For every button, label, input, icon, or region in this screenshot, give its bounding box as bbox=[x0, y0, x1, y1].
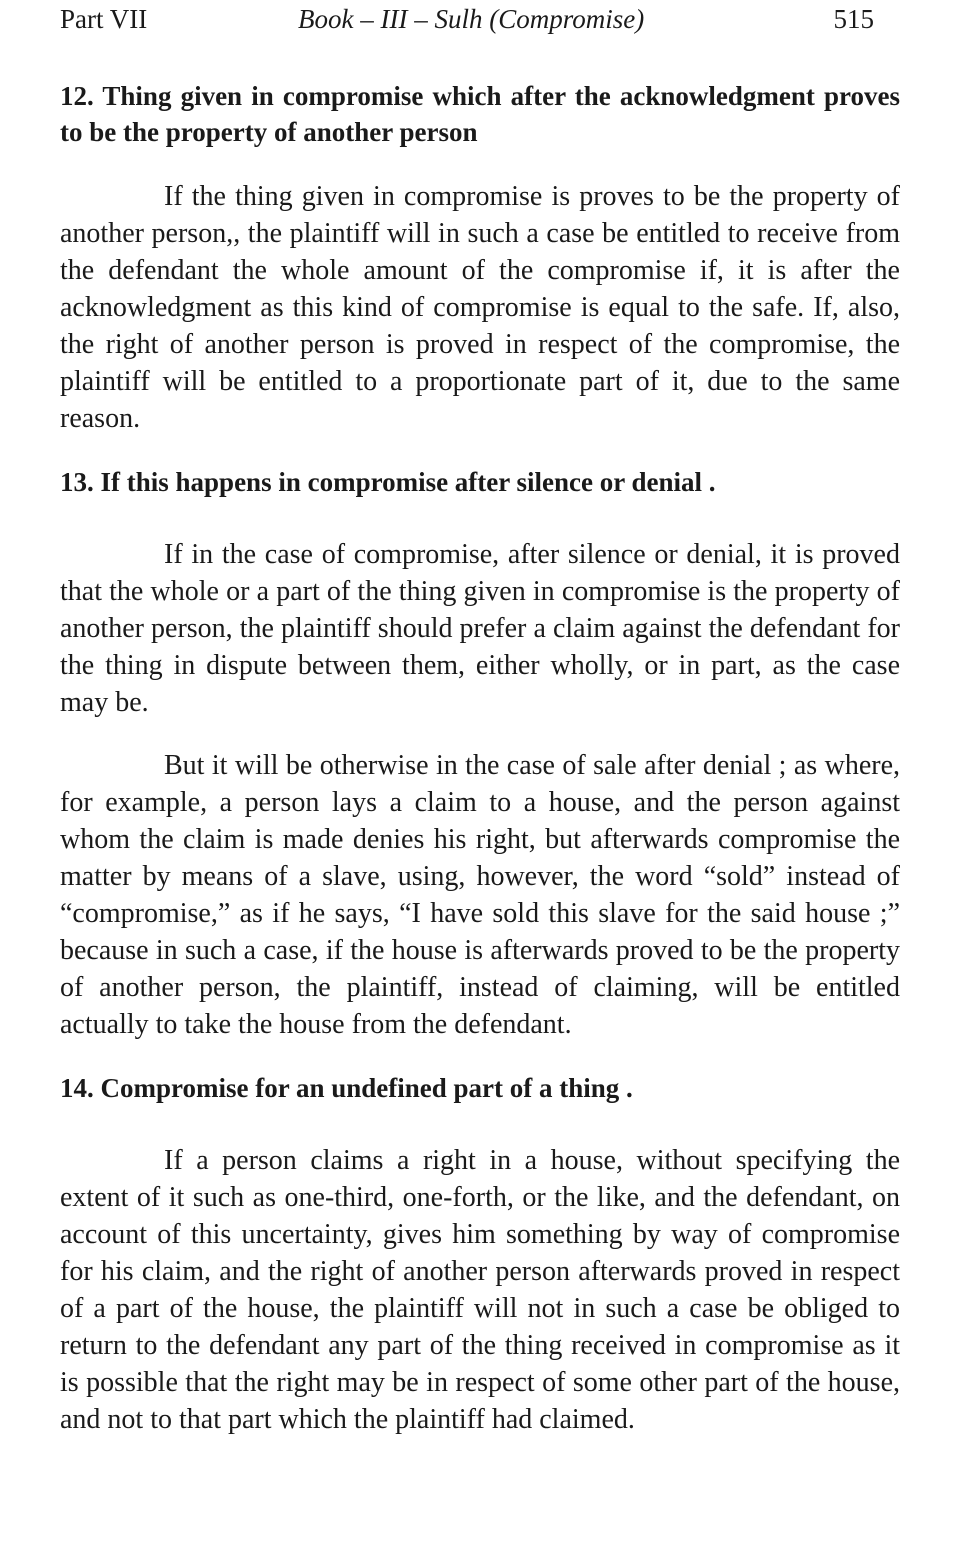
section-heading-12: 12. Thing given in compromise which after the acknowledgment proves to be the property of another person bbox=[60, 81, 900, 147]
book-page bbox=[60, 0, 900, 1438]
section-heading-14: 14. Compromise for an undefined part of a thing . bbox=[60, 1073, 633, 1103]
book-title: Book – III – Sulh (Compromise) bbox=[298, 4, 645, 34]
section-12-paragraph: If the thing given in compromise is proves to be the property of another person,, the plaintiff will in such a case be entitled to receive from the defendant the whole amount of the compromise if, it is after the acknowledgment as this kind of compromise is equal to the safe. If, also, the right of another person is proved in respect of the compromise, the plaintiff will be entitled to a proportionate part of it, due to the same reason. bbox=[60, 181, 900, 434]
page-number: 515 bbox=[833, 4, 874, 34]
section-heading-13: 13. If this happens in compromise after silence or denial . bbox=[60, 467, 716, 497]
running-head bbox=[60, 0, 900, 44]
section-14-paragraph: If a person claims a right in a house, without specifying the extent of it such as one-third, one-forth, or the like, and the defendant, on account of this uncertainty, gives him something by way of compromise for his claim, and the right of another person afterwards proved in respect of a part of the house, the plaintiff will not in such a case be obliged to return to the defendant any part of the thing received in compromise as it is possible that the right may be in respect of some other part of the house, and not to that part which the plaintiff had claimed. bbox=[60, 1145, 900, 1435]
section-13-paragraph-2: But it will be otherwise in the case of sale after denial ; as where, for example, a person lays a claim to a house, and the person against whom the claim is made denies his right, but afterwards compromise the matter by means of a slave, using, however, the word “sold” instead of “compromise,” as if he says, “I have sold this slave for the said house ;” because in such a case, if the house is afterwards proved to be the property of another person, the plaintiff, instead of claiming, will be entitled actually to take the house from the defendant. bbox=[60, 750, 900, 1040]
part-label: Part VII bbox=[60, 4, 148, 34]
section-13-paragraph-1: If in the case of compromise, after silence or denial, it is proved that the whole or a part of the thing given in compromise is the property of another person, the plaintiff should prefer a claim against the defendant for the thing in dispute between them, either wholly, or in part, as the case may be. bbox=[60, 539, 900, 718]
